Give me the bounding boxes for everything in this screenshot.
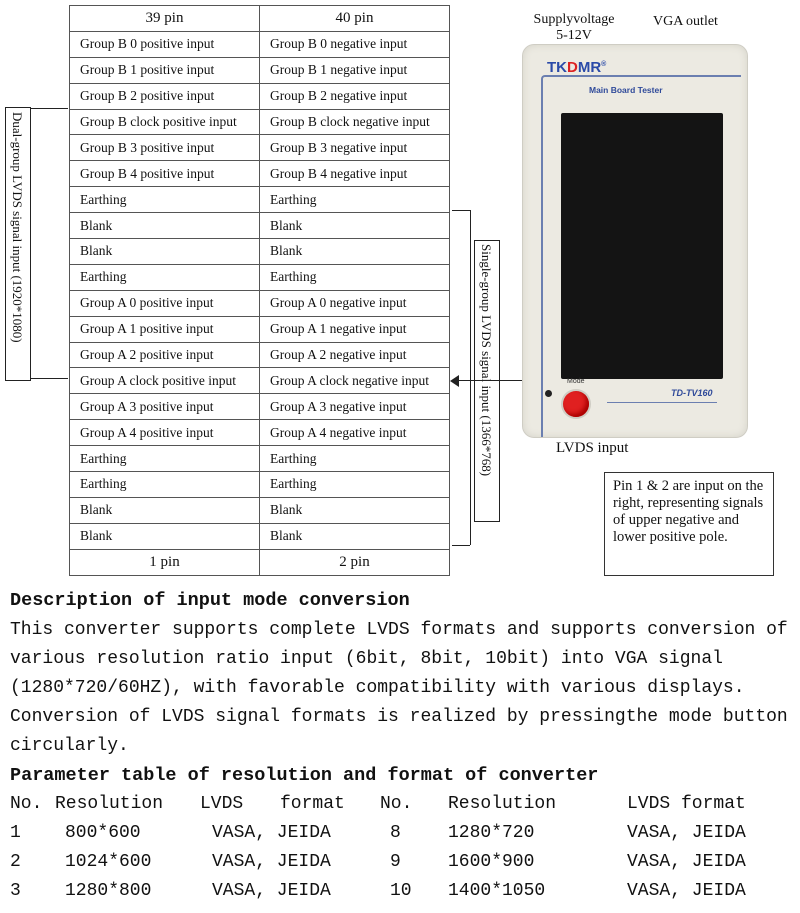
pin-table-row (70, 31, 450, 57)
pin-40-cell: Group A 4 negative input (260, 420, 450, 446)
description-line: This converter supports complete LVDS formats and supports conversion of (10, 620, 788, 640)
resolution-cell: 1280*720 (448, 823, 535, 843)
logo-part-b: D (567, 59, 578, 76)
pin-39-cell: Group A 0 positive input (70, 290, 260, 316)
col-lvds-format-2: LVDS format (627, 794, 746, 814)
indicator-led-icon (545, 390, 552, 397)
col-lvds: LVDS (200, 794, 244, 814)
pin-39-cell: Group B 4 positive input (70, 161, 260, 187)
main-board-tester-device (522, 44, 748, 438)
pin-39-cell: Group A clock positive input (70, 368, 260, 394)
pin-40-cell: Blank (260, 497, 450, 523)
pin-table (69, 5, 450, 576)
pin-table-row (70, 109, 450, 135)
pin-40-cell: Group A clock negative input (260, 368, 450, 394)
pin-table-row (70, 472, 450, 498)
pin-table-footer (70, 549, 450, 575)
no-cell: 9 (390, 852, 401, 872)
mode-button[interactable] (563, 391, 589, 417)
pin-table-row (70, 187, 450, 213)
pin-table-row (70, 135, 450, 161)
pin-40-cell: Group A 0 negative input (260, 290, 450, 316)
logo-part-a: TK (547, 59, 567, 76)
pin-39-cell: Group B 1 positive input (70, 57, 260, 83)
description-line: Conversion of LVDS signal formats is realized by pressingthe mode button (10, 707, 788, 727)
pin-39-cell: Blank (70, 239, 260, 265)
pin-40-cell: Group B 4 negative input (260, 161, 450, 187)
header-40-pin: 40 pin (260, 6, 450, 32)
pin-39-cell: Group A 1 positive input (70, 316, 260, 342)
supply-voltage-line1: Supplyvoltage (533, 12, 615, 27)
pin-table-row (70, 264, 450, 290)
pin-40-cell: Group B 1 negative input (260, 57, 450, 83)
col-resolution: Resolution (55, 794, 164, 814)
no-cell: 10 (390, 881, 412, 901)
pin-table-header (70, 6, 450, 32)
pin-table-row (70, 446, 450, 472)
description-line: various resolution ratio input (6bit, 8bit, 10bit) into VGA signal (10, 649, 723, 669)
pin-39-cell: Group A 3 positive input (70, 394, 260, 420)
param-table-row (10, 819, 790, 848)
resolution-cell: 1400*1050 (448, 881, 546, 901)
pin-39-cell: Group B clock positive input (70, 109, 260, 135)
pin-39-cell: Group B 0 positive input (70, 31, 260, 57)
pin-table-row (70, 394, 450, 420)
format-cell: VASA, JEIDA (212, 823, 331, 843)
format-cell: VASA, JEIDA (212, 881, 331, 901)
pin-table-row (70, 316, 450, 342)
pin-39-cell: Group A 2 positive input (70, 342, 260, 368)
pin-40-cell: Group B clock negative input (260, 109, 450, 135)
supply-voltage-label (528, 12, 620, 44)
pin-40-cell: Group A 2 negative input (260, 342, 450, 368)
pin-table-row (70, 497, 450, 523)
pin-40-cell: Blank (260, 239, 450, 265)
pin-39-cell: Group B 2 positive input (70, 83, 260, 109)
dual-group-label: Dual-group LVDS signal input (1920*1080) (10, 112, 25, 343)
pin-table-row (70, 342, 450, 368)
pin-table-row (70, 290, 450, 316)
lvds-arrow-head-icon (450, 375, 459, 387)
param-table-row (10, 877, 790, 906)
col-no-2: No. (380, 794, 413, 814)
resolution-cell: 1024*600 (65, 852, 152, 872)
pin-39-cell: Blank (70, 523, 260, 549)
pin-table-row (70, 57, 450, 83)
col-format: format (280, 794, 345, 814)
resolution-cell: 1600*900 (448, 852, 535, 872)
pin-40-cell: Earthing (260, 446, 450, 472)
pin-table-row (70, 420, 450, 446)
col-no: No. (10, 794, 43, 814)
single-group-vertical (470, 210, 471, 545)
pin-40-cell: Blank (260, 213, 450, 239)
device-model: TD-TV160 (671, 388, 713, 398)
single-group-connector-top (452, 210, 470, 211)
description-line: circularly. (10, 736, 129, 756)
pin-39-cell: Earthing (70, 264, 260, 290)
no-cell: 1 (10, 823, 21, 843)
description-heading: Description of input mode conversion (10, 590, 410, 611)
device-screen (561, 113, 723, 379)
pin-39-cell: Blank (70, 213, 260, 239)
pin-40-cell: Group B 3 negative input (260, 135, 450, 161)
pin-39-cell: Earthing (70, 472, 260, 498)
pin-39-cell: Earthing (70, 446, 260, 472)
pin-table-row (70, 161, 450, 187)
vga-outlet-label: VGA outlet (653, 14, 718, 29)
pin-40-cell: Group A 3 negative input (260, 394, 450, 420)
param-table-header-row (10, 790, 790, 819)
format-cell: VASA, JEIDA (627, 881, 746, 901)
device-subtitle: Main Board Tester (589, 85, 663, 95)
logo-part-c: MR (577, 59, 602, 76)
pin-40-cell: Group B 2 negative input (260, 83, 450, 109)
lvds-input-label: LVDS input (556, 440, 629, 456)
param-table-row (10, 848, 790, 877)
pin-39-cell: Group B 3 positive input (70, 135, 260, 161)
pin-table-row (70, 239, 450, 265)
pin-table-row (70, 368, 450, 394)
pin-39-cell: Earthing (70, 187, 260, 213)
pin-table-row (70, 83, 450, 109)
dual-group-connector-bottom (30, 378, 68, 379)
pin-40-cell: Earthing (260, 472, 450, 498)
footer-2-pin: 2 pin (260, 549, 450, 575)
device-logo: TKDMR® (547, 59, 607, 76)
col-resolution-2: Resolution (448, 794, 557, 814)
no-cell: 2 (10, 852, 21, 872)
pin-table-row (70, 213, 450, 239)
pin-40-cell: Earthing (260, 264, 450, 290)
pin-40-cell: Group A 1 negative input (260, 316, 450, 342)
pin-note-box: Pin 1 & 2 are input on the right, representing signals of upper negative and lower positive pole. (604, 472, 774, 576)
pin-39-cell: Group A 4 positive input (70, 420, 260, 446)
description-line: (1280*720/60HZ), with favorable compatibility with various displays. (10, 678, 745, 698)
no-cell: 8 (390, 823, 401, 843)
pin-40-cell: Blank (260, 523, 450, 549)
mode-label: Mode (567, 378, 585, 385)
format-cell: VASA, JEIDA (627, 852, 746, 872)
device-accent-line (607, 402, 717, 403)
pin-table-row (70, 523, 450, 549)
footer-1-pin: 1 pin (70, 549, 260, 575)
supply-voltage-line2: 5-12V (556, 28, 592, 43)
pin-40-cell: Earthing (260, 187, 450, 213)
single-group-connector-bottom (452, 545, 470, 546)
dual-group-connector-top (30, 108, 68, 109)
format-cell: VASA, JEIDA (627, 823, 746, 843)
param-table-heading: Parameter table of resolution and format of converter (10, 765, 599, 786)
resolution-cell: 1280*800 (65, 881, 152, 901)
resolution-cell: 800*600 (65, 823, 141, 843)
no-cell: 3 (10, 881, 21, 901)
single-group-label: Single-group LVDS signal input (1366*768) (479, 244, 494, 477)
pin-39-cell: Blank (70, 497, 260, 523)
pin-40-cell: Group B 0 negative input (260, 31, 450, 57)
format-cell: VASA, JEIDA (212, 852, 331, 872)
header-39-pin: 39 pin (70, 6, 260, 32)
